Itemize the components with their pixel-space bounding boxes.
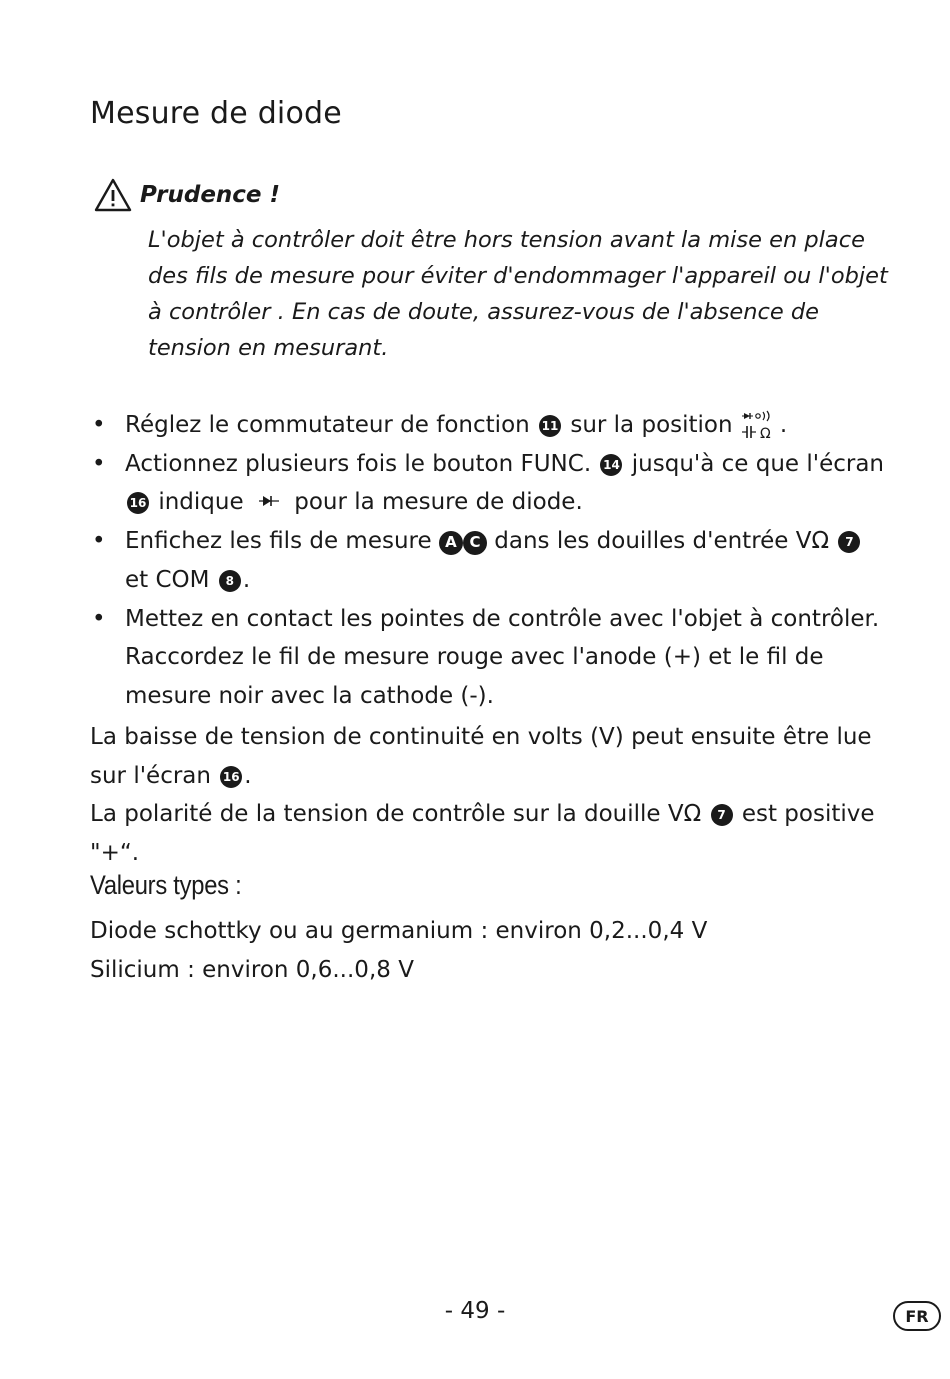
callout-number: 8 [219, 570, 241, 592]
step-text: . [242, 566, 251, 593]
typical-values [90, 912, 707, 989]
step-text: pour la mesure de diode. [294, 489, 583, 516]
step-text: indique [158, 489, 244, 516]
caution-text: L'objet à contrôler doit être hors tension avant la mise en place des fils de mesure pour éviter d'endommager l'appareil ou l'objet à contrôler . En cas de doute, assurez-vous de l'absence de tension en mesurant. [148, 227, 888, 361]
value-line: Diode schottky ou au germanium : environ 0,2...0,4 V [90, 918, 708, 944]
diode-continuity-capacitance-symbol-icon [740, 410, 780, 442]
step-text: Mettez en contact les pointes de contrôle avec l'objet à contrôler. Raccordez le fil de mesure rouge avec l'anode (+) et le fil de mesure noir avec la cathode (-). [125, 605, 880, 709]
page-title: Mesure de diode [90, 96, 342, 131]
list-item [90, 522, 890, 599]
list-item [90, 600, 890, 716]
paragraph-text: est positive "+“. [90, 801, 875, 866]
section-heading: Valeurs types : [90, 870, 242, 900]
diode-icon [251, 493, 287, 513]
callout-number: 16 [127, 492, 149, 514]
bullet: • [92, 412, 106, 438]
polarity-paragraph [90, 795, 890, 872]
step-text: dans les douilles d'entrée VΩ [494, 528, 830, 555]
callout-number: 11 [539, 415, 561, 437]
language-badge: FR [893, 1301, 941, 1331]
callout-letter: A [439, 531, 463, 555]
caution-header [94, 178, 280, 212]
result-paragraph [90, 718, 890, 795]
instruction-list [90, 406, 890, 716]
value-line: Silicium : environ 0,6...0,8 V [90, 956, 414, 983]
callout-letter: C [463, 531, 487, 555]
caution-label: Prudence ! [140, 182, 281, 208]
page-number: - 49 - [444, 1298, 506, 1324]
callout-number: 16 [220, 766, 242, 788]
step-text: Réglez le commutateur de fonction [125, 412, 530, 438]
step-text: sur la position [570, 412, 733, 438]
callout-number: 7 [711, 804, 733, 826]
list-item [90, 445, 890, 522]
step-text: . [779, 412, 788, 438]
paragraph-text: La polarité de la tension de contrôle sur la douille VΩ [90, 801, 702, 827]
step-text: Actionnez plusieurs fois le bouton FUNC. [125, 450, 592, 477]
step-text: Enfichez les fils de mesure [125, 528, 432, 555]
paragraph-text: La baisse de tension de continuité en volts (V) peut ensuite être lue sur l'écran [90, 724, 872, 789]
step-text: jusqu'à ce que l'écran [631, 450, 885, 477]
callout-number: 14 [600, 454, 622, 476]
bullet: • [92, 605, 106, 632]
bullet: • [92, 450, 106, 477]
callout-number: 7 [838, 531, 860, 553]
bullet: • [92, 528, 106, 555]
paragraph-text: . [244, 762, 252, 789]
list-item [90, 406, 890, 445]
step-text: et COM [125, 566, 210, 593]
warning-triangle-icon [94, 178, 132, 212]
svg-text:Ω: Ω [759, 425, 771, 442]
